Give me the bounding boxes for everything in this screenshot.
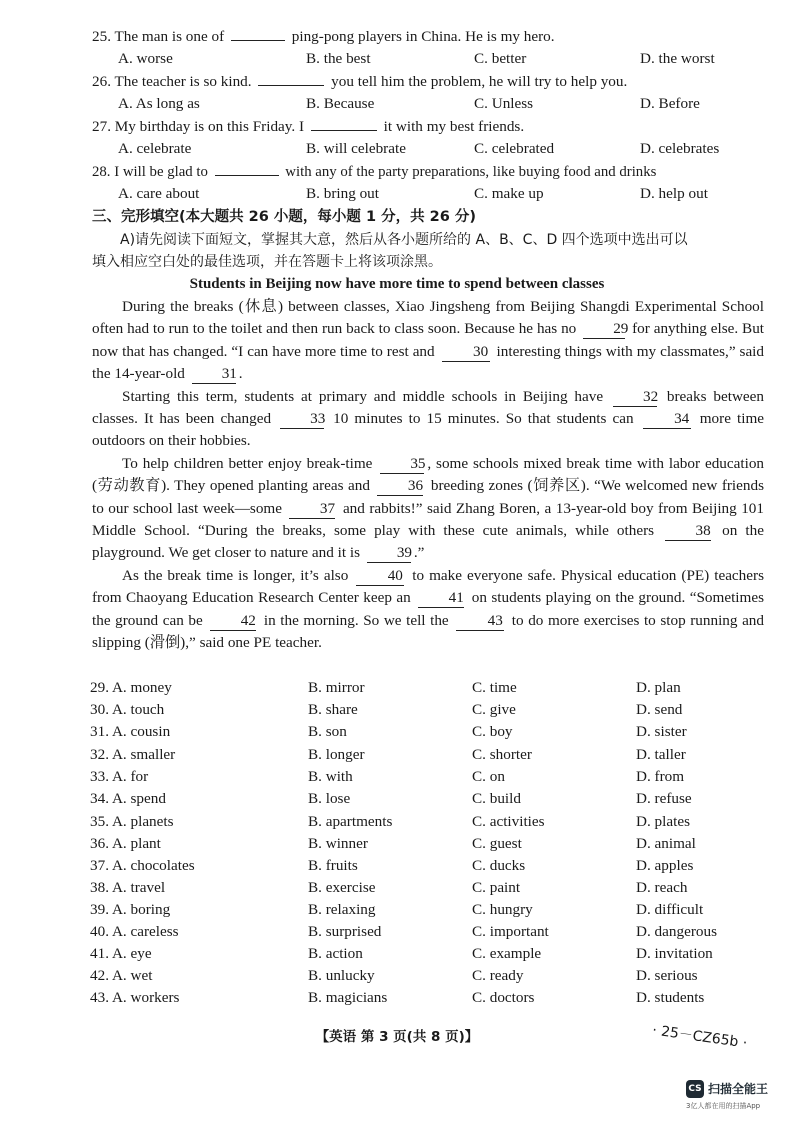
option-c: C. Unless [474,95,534,112]
answer-blank [258,85,324,86]
option-b: B. will celebrate [306,140,406,157]
answer-blank [311,130,377,131]
blank-42: 42 [210,612,256,631]
section-intro-line2: 填入相应空白处的最佳选项，并在答题卡上将该项涂黑。 [92,254,442,270]
option-d: D. the worst [640,50,715,67]
paragraph-1: During the breaks (休息) between classes, Xiao Jingsheng from Beijing Shangdi Experimental School often had to run to the toilet and then run back to class soon. Because he has no 29 for anything else. But now that has changed. “I can have more time to rest and 30 interesting things with my classmates,” said the 14-year-old 31 . [92,298,765,383]
blank-30: 30 [442,343,490,362]
option-a: A. worse [118,50,173,67]
blank-34: 34 [643,410,691,429]
paragraph-2: Starting this term, students at primary and middle schools in Beijing have 32 breaks between classes. It has been changed 33 10 minutes to 15 minutes. So that students can 34 more time outdoors on their hobbies. [92,387,764,450]
option-a: A. care about [118,185,200,202]
option-b: B. the best [306,50,371,67]
question-27 [92,116,764,138]
passage-body [92,296,764,655]
question-stem: you tell him the problem, he will try to help you. [327,73,628,90]
question-stem: it with my best friends. [379,118,525,135]
question-25 [92,26,764,48]
option-a: A. As long as [118,95,200,112]
blank-41: 41 [418,589,464,608]
blank-39: 39 [367,544,411,563]
option-d: D. help out [640,185,708,202]
blank-38: 38 [665,522,711,541]
answer-blank [215,175,279,176]
option-a: A. celebrate [118,140,192,157]
blank-32: 32 [613,388,657,407]
question-stem: with any of the party preparations, like buying food and drinks [281,164,657,180]
blank-33: 33 [280,410,324,429]
section-intro-line1: A)请先阅读下面短文，掌握其大意，然后从各小题所给的 A、B、C、D 四个选项中选出可以 [120,232,688,248]
blank-29: 29 [583,320,625,339]
option-c: C. celebrated [474,140,555,157]
blank-36: 36 [377,477,423,496]
option-c: C. better [474,50,527,67]
option-d: D. Before [640,95,700,112]
section-heading: 三、完形填空(本大题共 26 小题，每小题 1 分，共 26 分) [92,209,476,225]
blank-37: 37 [289,500,335,519]
passage-title: Students in Beijing now have more time to spend between classes [189,276,605,292]
option-b: B. bring out [306,185,379,202]
blank-31: 31 [192,365,236,384]
question-stem: 28. I will be glad to [92,164,212,180]
paper-code: · 25－CZ65b · [651,1022,749,1052]
answer-blank [231,40,285,41]
blank-40: 40 [356,567,404,586]
camscanner-logo-icon: CS [686,1080,704,1098]
question-stem: 26. The teacher is so kind. [92,73,256,90]
option-d: D. celebrates [640,140,720,157]
question-stem: ping-pong players in China. He is my hero. [287,28,555,45]
question-stem: 25. The man is one of [92,28,228,45]
question-28 [92,161,764,183]
scanner-tagline: 3亿人都在用的扫描App [686,1102,761,1110]
blank-43: 43 [456,612,504,631]
paragraph-4: As the break time is longer, it’s also 40 to make everyone safe. Physical education (PE) teachers from Chaoyang Education Research Center keep an 41 on students playing on the ground. “Sometimes the ground can be 42 in the morning. So we tell the 43 to do more exercises to stop running and slipping (滑倒),” said one PE teacher. [92,566,764,652]
question-stem: 27. My birthday is on this Friday. I [92,118,308,135]
blank-35: 35 [380,455,424,474]
scanner-app-name: 扫描全能王 [708,1082,769,1096]
option-b: B. Because [306,95,375,112]
page-footer: 【英语 第 3 页(共 8 页)】 [315,1029,479,1045]
question-26 [92,71,764,93]
paragraph-3: To help children better enjoy break-time 35 , some schools mixed break time with labor education (劳动教育). They opened planting areas and 36 breeding zones (饲养区). “We welcomed new friends to our school last week—some 37 and rabbits!” said Zhang Boren, a 13-year-old boy from Beijing 101 Middle School. “During the breaks, some play with these cute animals, while others 38 on the playground. We get closer to nature and it is 39 .” [92,454,765,562]
exam-page: 25. The man is one of ping-pong players in China. He is my hero. A. worse B. the best C. better D. the worst 26. The teacher is so kind. you tell him the problem, he will try to help you. A. As long as B. Because C. Unless D. Before 27. My birthday is on this Friday. I it with my best friends. A. celebrate B. will celebrate C. celebrated D. celebrates 28. I will be glad to with any of the party preparations, like buying food and drinks A. care about B. bring out C. make up D. help out 三、完形填空(本大题共 26 小题，每小题 1 分，共 26 分) A)请先阅读下面短文，掌握其大意，然后从各小题所给的 A、B、C、D 四个选项中选出可以 填入相应空白处的最佳选项，并在答题卡上将该项涂黑。 Students in Beijing now have more time to spend between classes During the breaks (休息) between classes, Xiao Jingsheng from Beijing Shangdi Experimental School often had to run to the toilet and then run back to class soon. Because he has no 29 for anything else. But now that has changed. “I can have more time to rest and 30 interesting things with my classmates,” said the 14-year-old 31 . Starting this term, students at primary and middle schools in Beijing have 32 breaks between classes. It has been changed 33 10 minutes to 15 minutes. So that students can 34 more time outdoors on their hobbies. To help children better enjoy break-time 35 , some schools mixed break time with labor education (劳动教育). They opened planting areas and 36 breeding zones (饲养区). “We welcomed new friends to our school last week—some 37 and rabbits!” said Zhang Boren, a 13-year-old boy from Beijing 101 Middle School. “During the breaks, some play with these cute animals, while others 38 on the playground. We get closer to nature and it is 39 .” As the break time is longer, it’s also 40 to make everyone safe. Physical education (PE) teachers from Chaoyang Education Research Center keep an 41 on students playing on the ground. “Sometimes the ground can be 42 in the morning. So we tell the 43 to do more exercises to stop running and slipping (滑倒),” said one PE teacher. 29. A. money B. mirror C. time D. plan 30. A. touch B. share C. give D. send 31. A. cousin B. son C. boy D. sister 32. A. smaller B. longer C. shorter D. taller 33. A. for B. with C. on D. from 34. A. spend B. lose C. build D. refuse 35. A. planets B. apartments C. activities D. plates 36. A. plant B. winner C. guest D. animal 37. A. chocolates B. fruits C. ducks D. apples 38. A. travel B. exercise C. paint D. reach 39. A. boring B. relaxing C. hungry D. difficult 40. A. careless B. surprised C. important D. dangerous 41. A. eye B. action C. example D. invitation 42. A. wet B. unlucky C. ready D. serious 43. A. workers B. magicians C. doctors D. students 【英语 第 3 页(共 8 页)】 · 25－CZ65b · CS 扫描全能王 3亿人都在用的扫描App [0,0,794,1125]
option-c: C. make up [474,185,544,202]
